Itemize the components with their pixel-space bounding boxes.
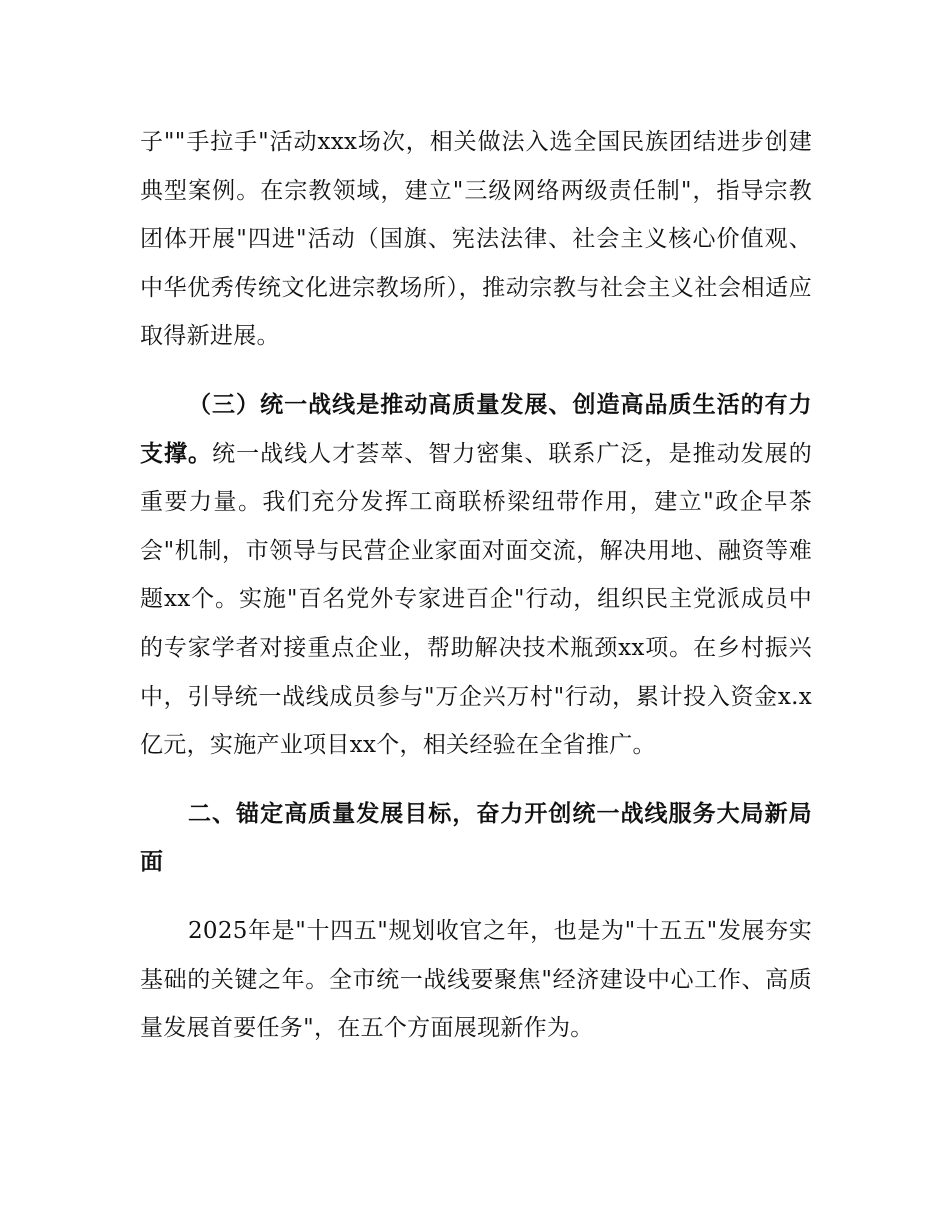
paragraph-text: 子""手拉手"活动xxx场次，相关做法入选全国民族团结进步创建典型案例。在宗教领域，建立"三级网络两级责任制"，指导宗教团体开展"四进"活动（国旗、宪法法律、社会主义核心价值观、中华优秀传统文化进宗教场所），推动宗教与社会主义社会相适应取得新进展。 <box>140 129 812 350</box>
paragraph-lead-heading: （三）统一战线是推动高质量发展、创造高品质生活的有力支撑。 <box>140 391 812 467</box>
paragraph-continued <box>140 118 812 361</box>
paragraph-intro <box>140 907 812 1053</box>
section-heading: 二、锚定高质量发展目标，奋力开创统一战线服务大局新局面 <box>140 800 812 876</box>
paragraph-text: 2025年是"十四五"规划收官之年，也是为"十五五"发展夯实基础的关键之年。全市统一战线要聚焦"经济建设中心工作、高质量发展首要任务"，在五个方面展现新作为。 <box>140 917 812 1042</box>
paragraph-support <box>140 381 812 770</box>
document-page <box>140 118 812 1053</box>
paragraph-text: 统一战线人才荟萃、智力密集、联系广泛，是推动发展的重要力量。我们充分发挥工商联桥梁纽带作用，建立"政企早茶会"机制，市领导与民营企业家面对面交流，解决用地、融资等难题xx个。实施"百名党外专家进百企"行动，组织民主党派成员中的专家学者对接重点企业，帮助解决技术瓶颈xx项。在乡村振兴中，引导统一战线成员参与"万企兴万村"行动，累计投入资金x.x亿元，实施产业项目xx个，相关经验在全省推广。 <box>140 440 812 759</box>
